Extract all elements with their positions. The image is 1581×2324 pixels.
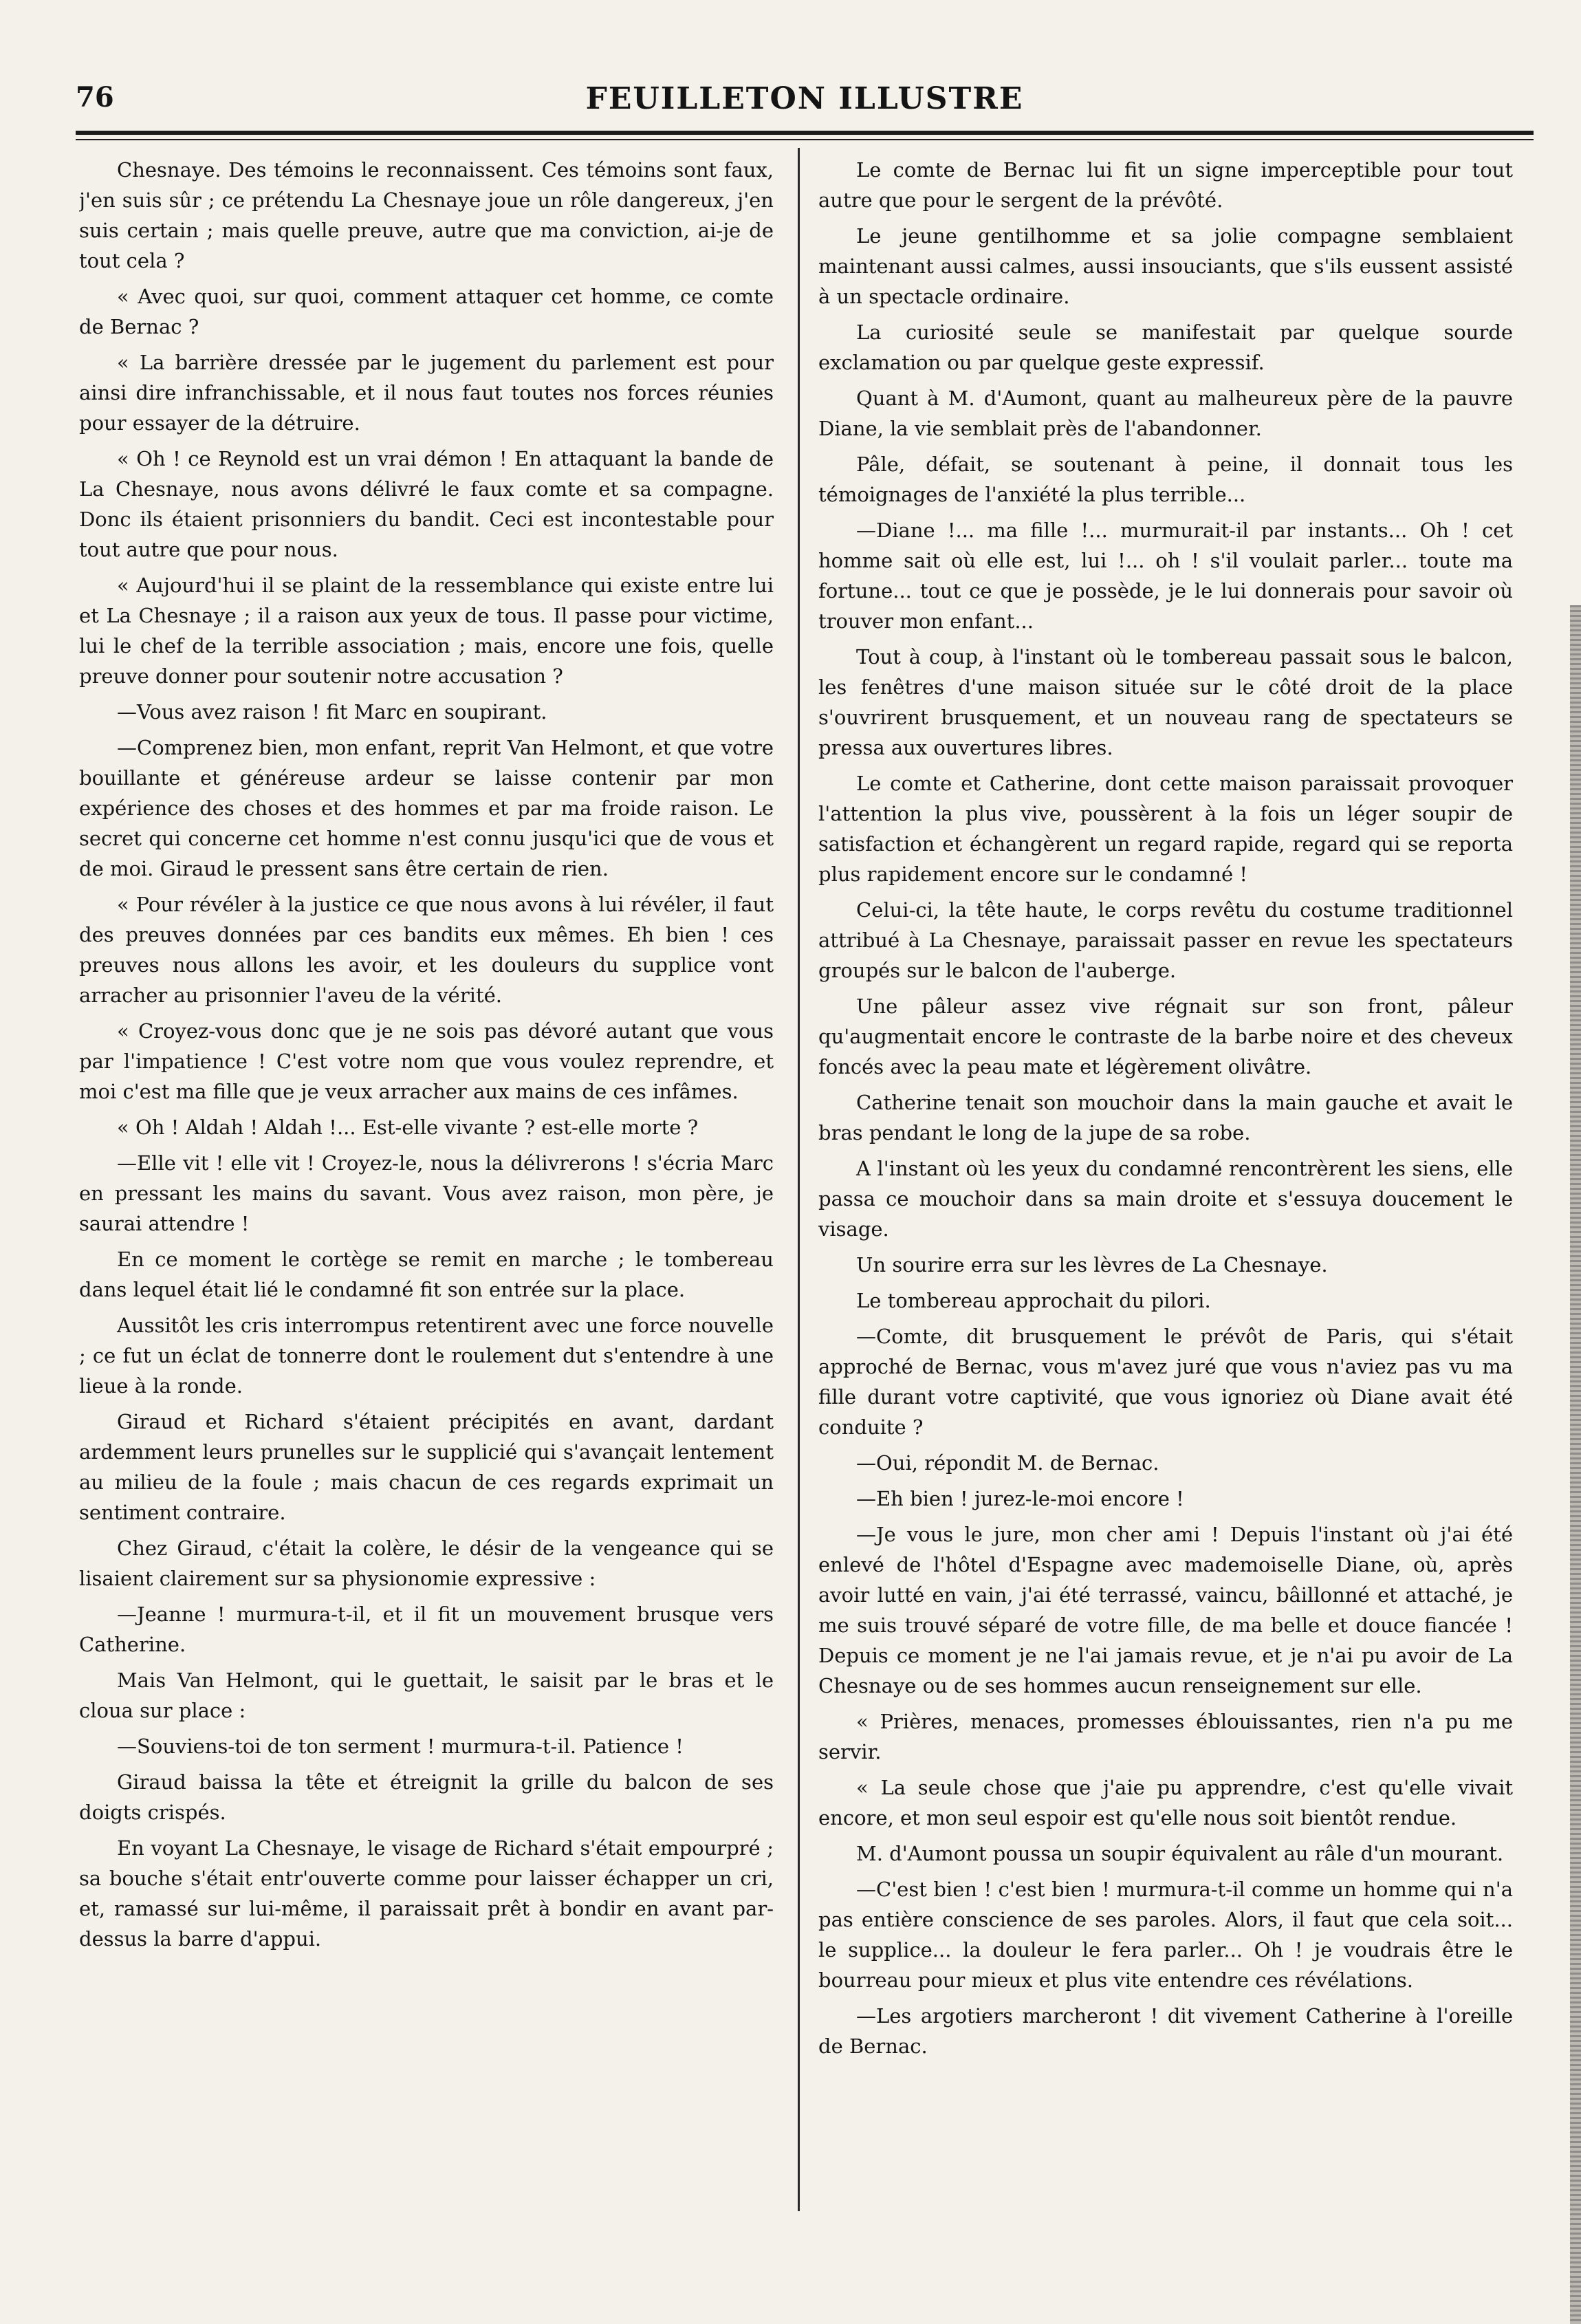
paragraph: Chez Giraud, c'était la colère, le désir de la vengeance qui se lisaient clairement sur sa physionomie expressive : xyxy=(79,1536,774,1590)
header-rule-thin xyxy=(76,139,1534,140)
paragraph: A l'instant où les yeux du condamné rencontrèrent les siens, elle passa ce mouchoir dans sa main droite et s'essuya doucement le visage. xyxy=(818,1157,1513,1241)
paragraph: —C'est bien ! c'est bien ! murmura-t-il comme un homme qui n'a pas entière conscience de ses paroles. Alors, il faut que cela soit... le supplice... la douleur le fera parler... Oh ! je voudrais être le bourreau pour mieux et plus vite entendre ces révélations. xyxy=(818,1878,1513,1992)
paragraph: « Avec quoi, sur quoi, comment attaquer cet homme, ce comte de Bernac ? xyxy=(79,285,774,338)
paragraph: La curiosité seule se manifestait par quelque sourde exclamation ou par quelque geste expressif. xyxy=(818,321,1513,374)
paragraph: Quant à M. d'Aumont, quant au malheureux père de la pauvre Diane, la vie semblait près de l'abandonner. xyxy=(818,387,1513,440)
paragraph: —Oui, répondit M. de Bernac. xyxy=(856,1451,1159,1475)
paragraph: Aussitôt les cris interrompus retentirent avec une force nouvelle ; ce fut un éclat de tonnerre dont le roulement dut s'entendre à une lieue à la ronde. xyxy=(79,1314,774,1398)
paragraph: —Jeanne ! murmura-t-il, et il fit un mouvement brusque vers Catherine. xyxy=(79,1603,774,1656)
paragraph: Le jeune gentilhomme et sa jolie compagne semblaient maintenant aussi calmes, aussi insouciants, que s'ils eussent assisté à un spectacle ordinaire. xyxy=(818,224,1513,308)
paragraph: —Je vous le jure, mon cher ami ! Depuis l'instant où j'ai été enlevé de l'hôtel d'Espagne avec mademoiselle Diane, où, après avoir lutté en vain, j'ai été terrassé, vaincu, bâillonné et attaché, je me suis trouvé séparé de votre fille, de ma belle et douce fiancée ! Depuis ce moment je ne l'ai jamais revue, et je n'ai pu avoir de La Chesnaye ou de ses hommes aucun renseignement sur elle. xyxy=(818,1523,1513,1697)
paragraph: En ce moment le cortège se remit en marche ; le tombereau dans lequel était lié le condamné fit son entrée sur la place. xyxy=(79,1248,774,1301)
column-divider xyxy=(798,148,800,2211)
paragraph: Le comte de Bernac lui fit un signe imperceptible pour tout autre que pour le sergent de la prévôté. xyxy=(818,158,1513,212)
paragraph: « Croyez-vous donc que je ne sois pas dévoré autant que vous par l'impatience ! C'est votre nom que vous voulez reprendre, et moi c'est ma fille que je veux arracher aux mains de ces infâmes. xyxy=(79,1019,774,1103)
paragraph: « Pour révéler à la justice ce que nous avons à lui révéler, il faut des preuves données par ces bandits eux mêmes. Eh bien ! ces preuves nous allons les avoir, et les douleurs du supplice vont arracher au prisonnier l'aveu de la vérité. xyxy=(79,893,774,1007)
paragraph: « La barrière dressée par le jugement du parlement est pour ainsi dire infranchissable, et il nous faut toutes nos forces réunies pour essayer de la détruire. xyxy=(79,351,774,435)
paragraph: Chesnaye. Des témoins le reconnaissent. Ces témoins sont faux, j'en suis sûr ; ce prétendu La Chesnaye joue un rôle dangereux, j'en suis certain ; mais quelle preuve, autre que ma conviction, ai-je de tout cela ? xyxy=(79,158,774,272)
page-edge-shadow xyxy=(1570,605,1581,2324)
paragraph: Mais Van Helmont, qui le guettait, le saisit par le bras et le cloua sur place : xyxy=(79,1669,774,1722)
left-column xyxy=(79,155,774,2211)
paragraph: —Vous avez raison ! fit Marc en soupirant. xyxy=(117,700,547,724)
paragraph: Pâle, défait, se soutenant à peine, il donnait tous les témoignages de l'anxiété la plus terrible... xyxy=(818,453,1513,506)
right-column xyxy=(818,155,1513,2211)
paragraph: Un sourire erra sur les lèvres de La Chesnaye. xyxy=(856,1253,1328,1277)
paragraph: —Elle vit ! elle vit ! Croyez-le, nous la délivrerons ! s'écria Marc en pressant les mains du savant. Vous avez raison, mon père, je saurai attendre ! xyxy=(79,1151,774,1235)
paragraph: Celui-ci, la tête haute, le corps revêtu du costume traditionnel attribué à La Chesnaye, paraissait passer en revue les spectateurs groupés sur le balcon de l'auberge. xyxy=(818,898,1513,982)
paragraph: M. d'Aumont poussa un soupir équivalent au râle d'un mourant. xyxy=(856,1842,1504,1865)
paragraph: « Oh ! ce Reynold est un vrai démon ! En attaquant la bande de La Chesnaye, nous avons délivré le faux comte et sa compagne. Donc ils étaient prisonniers du bandit. Ceci est incontestable pour tout autre que pour nous. xyxy=(79,447,774,561)
page-header xyxy=(76,76,1534,124)
paragraph: —Les argotiers marcheront ! dit vivement Catherine à l'oreille de Bernac. xyxy=(818,2004,1513,2058)
paragraph: Giraud baissa la tête et étreignit la grille du balcon de ses doigts crispés. xyxy=(79,1770,774,1824)
paragraph: « Prières, menaces, promesses éblouissantes, rien n'a pu me servir. xyxy=(818,1710,1513,1763)
page-number: 76 xyxy=(76,81,114,113)
paragraph: —Souviens-toi de ton serment ! murmura-t-il. Patience ! xyxy=(117,1735,684,1758)
paragraph: Le comte et Catherine, dont cette maison paraissait provoquer l'attention la plus vive, poussèrent à la fois un léger soupir de satisfaction et échangèrent un regard rapide, regard qui se reporta plus rapidement encore sur le condamné ! xyxy=(818,772,1513,886)
paragraph: « Aujourd'hui il se plaint de la ressemblance qui existe entre lui et La Chesnaye ; il a raison aux yeux de tous. Il passe pour victime, lui le chef de la terrible association ; mais, encore une fois, quelle preuve donner pour soutenir notre accusation ? xyxy=(79,574,774,688)
running-title: FEUILLETON ILLUSTRE xyxy=(585,81,1024,116)
paragraph: Le tombereau approchait du pilori. xyxy=(856,1289,1211,1312)
paragraph: Une pâleur assez vive régnait sur son front, pâleur qu'augmentait encore le contraste de la barbe noire et des cheveux foncés avec la peau mate et légèrement olivâtre. xyxy=(818,995,1513,1078)
paragraph: Catherine tenait son mouchoir dans la main gauche et avait le bras pendant le long de la jupe de sa robe. xyxy=(818,1091,1513,1144)
paragraph: En voyant La Chesnaye, le visage de Richard s'était empourpré ; sa bouche s'était entr'ouverte comme pour laisser échapper un cri, et, ramassé sur lui-même, il paraissait prêt à bondir en avant par-dessus la barre d'appui. xyxy=(79,1836,774,1951)
paragraph: Giraud et Richard s'étaient précipités en avant, dardant ardemment leurs prunelles sur le supplicié qui s'avançait lentement au milieu de la foule ; mais chacun de ces regards exprimait un sentiment contraire. xyxy=(79,1410,774,1524)
header-rule-thick xyxy=(76,131,1534,135)
paragraph: —Comprenez bien, mon enfant, reprit Van Helmont, et que votre bouillante et généreuse ardeur se laisse contenir par mon expérience des choses et des hommes et par ma froide raison. Le secret qui concerne cet homme n'est connu jusqu'ici que de vous et de moi. Giraud le pressent sans être certain de rien. xyxy=(79,736,774,880)
paragraph: —Comte, dit brusquement le prévôt de Paris, qui s'était approché de Bernac, vous m'avez juré que vous n'aviez pas vu ma fille durant votre captivité, que vous ignoriez où Diane avait été conduite ? xyxy=(818,1325,1513,1439)
paragraph: Tout à coup, à l'instant où le tombereau passait sous le balcon, les fenêtres d'une maison située sur le côté droit de la place s'ouvrirent brusquement, et un nouveau rang de spectateurs se pressa aux ouvertures libres. xyxy=(818,645,1513,759)
paragraph: —Eh bien ! jurez-le-moi encore ! xyxy=(856,1487,1184,1510)
paragraph: —Diane !... ma fille !... murmurait-il par instants... Oh ! cet homme sait où elle est, lui !... oh ! s'il voulait parler... toute ma fortune... tout ce que je possède, je le lui donnerais pour savoir où trouver mon enfant... xyxy=(818,519,1513,633)
paragraph: « La seule chose que j'aie pu apprendre, c'est qu'elle vivait encore, et mon seul espoir est qu'elle nous soit bientôt rendue. xyxy=(818,1776,1513,1829)
paragraph: « Oh ! Aldah ! Aldah !... Est-elle vivante ? est-elle morte ? xyxy=(117,1116,699,1139)
